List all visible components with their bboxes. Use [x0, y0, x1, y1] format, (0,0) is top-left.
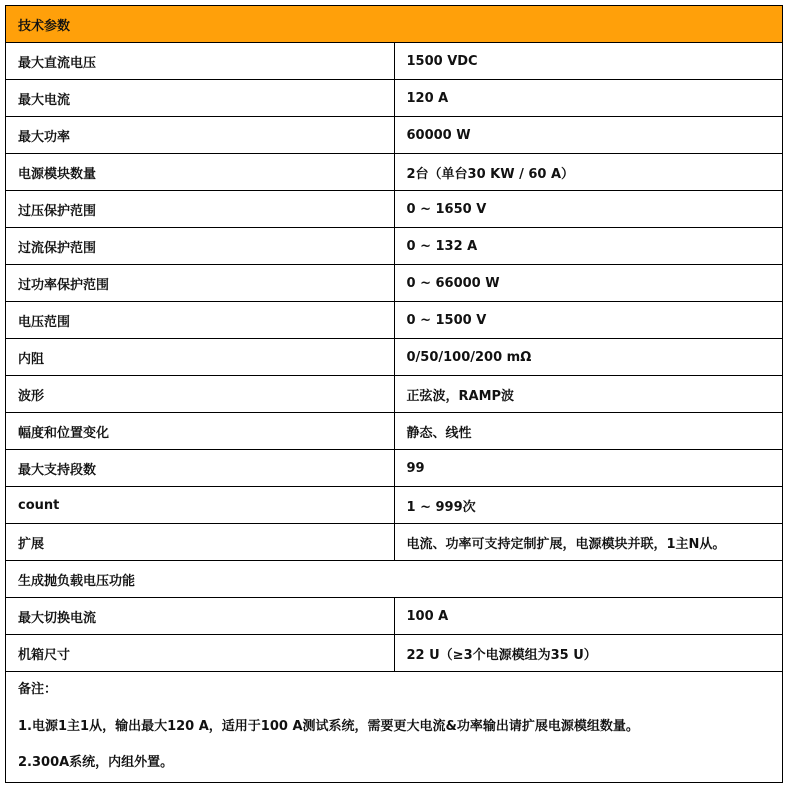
param-name: 最大切换电流 [6, 598, 395, 635]
notes-cell [6, 672, 783, 783]
table-row [6, 413, 783, 450]
param-value: 60000 W [394, 117, 783, 154]
param-value: 0 ~ 1500 V [394, 302, 783, 339]
spec-table [5, 5, 783, 783]
note-line-1: 1.电源1主1从，输出最大120 A，适用于100 A测试系统，需要更大电流&功率输出请扩展电源模组数量。 [18, 718, 639, 734]
param-value: 22 U（≥3个电源模组为35 U） [394, 635, 783, 672]
notes-row [6, 672, 783, 783]
param-name: 电压范围 [6, 302, 395, 339]
param-value: 正弦波，RAMP波 [394, 376, 783, 413]
param-name: 最大功率 [6, 117, 395, 154]
param-name: 扩展 [6, 524, 395, 561]
param-value: 0 ~ 1650 V [394, 191, 783, 228]
header-row [6, 6, 783, 43]
table-row [6, 524, 783, 561]
section-row [6, 561, 783, 598]
section-title: 生成抛负载电压功能 [6, 561, 783, 598]
param-name: 内阻 [6, 339, 395, 376]
param-value: 99 [394, 450, 783, 487]
param-value: 1500 VDC [394, 43, 783, 80]
spec-sheet [5, 5, 783, 783]
notes-title: 备注： [18, 682, 58, 697]
table-row [6, 302, 783, 339]
param-name: count [6, 487, 395, 524]
param-name: 幅度和位置变化 [6, 413, 395, 450]
table-row [6, 598, 783, 635]
table-row [6, 117, 783, 154]
param-value: 100 A [394, 598, 783, 635]
param-value: 0/50/100/200 mΩ [394, 339, 783, 376]
param-value: 2台（单台30 KW / 60 A） [394, 154, 783, 191]
note-line-2: 2.300A系统，内组外置。 [18, 755, 174, 770]
param-name: 波形 [6, 376, 395, 413]
param-name: 机箱尺寸 [6, 635, 395, 672]
table-row [6, 450, 783, 487]
param-value: 120 A [394, 80, 783, 117]
param-name: 过流保护范围 [6, 228, 395, 265]
param-value: 0 ~ 132 A [394, 228, 783, 265]
table-row [6, 43, 783, 80]
header-title: 技术参数 [6, 6, 783, 43]
param-name: 电源模块数量 [6, 154, 395, 191]
param-name: 过功率保护范围 [6, 265, 395, 302]
table-row [6, 80, 783, 117]
table-row [6, 376, 783, 413]
table-row [6, 191, 783, 228]
param-value: 0 ~ 66000 W [394, 265, 783, 302]
param-name: 过压保护范围 [6, 191, 395, 228]
param-value: 电流、功率可支持定制扩展，电源模块并联，1主N从。 [394, 524, 783, 561]
table-row [6, 228, 783, 265]
table-row [6, 339, 783, 376]
param-value: 1 ~ 999次 [394, 487, 783, 524]
table-row [6, 487, 783, 524]
table-row [6, 635, 783, 672]
table-row [6, 265, 783, 302]
param-value: 静态、线性 [394, 413, 783, 450]
param-name: 最大直流电压 [6, 43, 395, 80]
param-name: 最大支持段数 [6, 450, 395, 487]
table-row [6, 154, 783, 191]
param-name: 最大电流 [6, 80, 395, 117]
